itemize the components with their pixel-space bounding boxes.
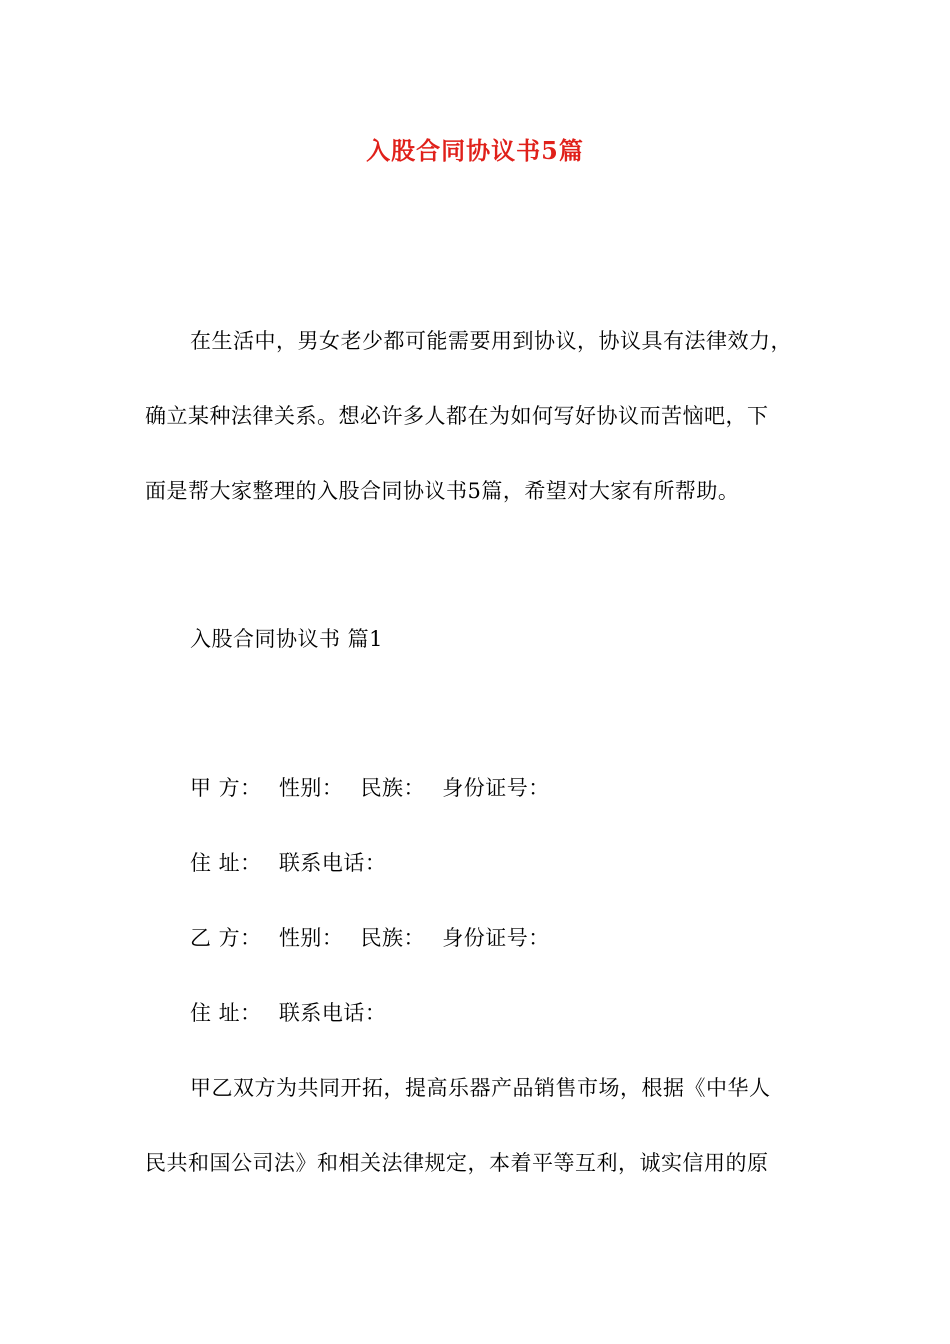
party-a-label: 甲 方： [190, 776, 262, 800]
party-b-phone: 联系电话： [278, 1001, 387, 1025]
intro-line-1: 在生活中，男女老少都可能需要用到协议，协议具有法律效力， [190, 329, 792, 353]
party-a-id-number: 身份证号： [442, 776, 550, 800]
document-title: 入股合同协议书5篇 [366, 136, 584, 165]
party-a-ethnicity: 民族： [360, 776, 426, 800]
party-b-gender: 性别： [278, 926, 344, 950]
party-b-ethnicity: 民族： [360, 926, 426, 950]
party-a-gender: 性别： [278, 776, 344, 800]
party-a-line [190, 773, 550, 803]
party-b-address-label: 住 址： [190, 1001, 262, 1025]
intro-line-2: 确立某种法律关系。想必许多人都在为如何写好协议而苦恼吧，下 [145, 404, 769, 428]
body-line-2: 民共和国公司法》和相关法律规定，本着平等互利，诚实信用的原 [145, 1151, 769, 1175]
intro-line-3: 面是帮大家整理的入股合同协议书5篇，希望对大家有所帮助。 [145, 479, 740, 503]
party-a-address-label: 住 址： [190, 851, 262, 875]
party-b-line [190, 923, 550, 953]
party-a-phone: 联系电话： [278, 851, 387, 875]
party-a-address-line [190, 848, 386, 878]
party-b-label: 乙 方： [190, 926, 262, 950]
body-line-1: 甲乙双方为共同开拓，提高乐器产品销售市场，根据《中华人 [190, 1076, 771, 1100]
section-heading: 入股合同协议书 篇1 [190, 627, 384, 651]
party-b-address-line [190, 998, 386, 1028]
party-b-id-number: 身份证号： [442, 926, 550, 950]
